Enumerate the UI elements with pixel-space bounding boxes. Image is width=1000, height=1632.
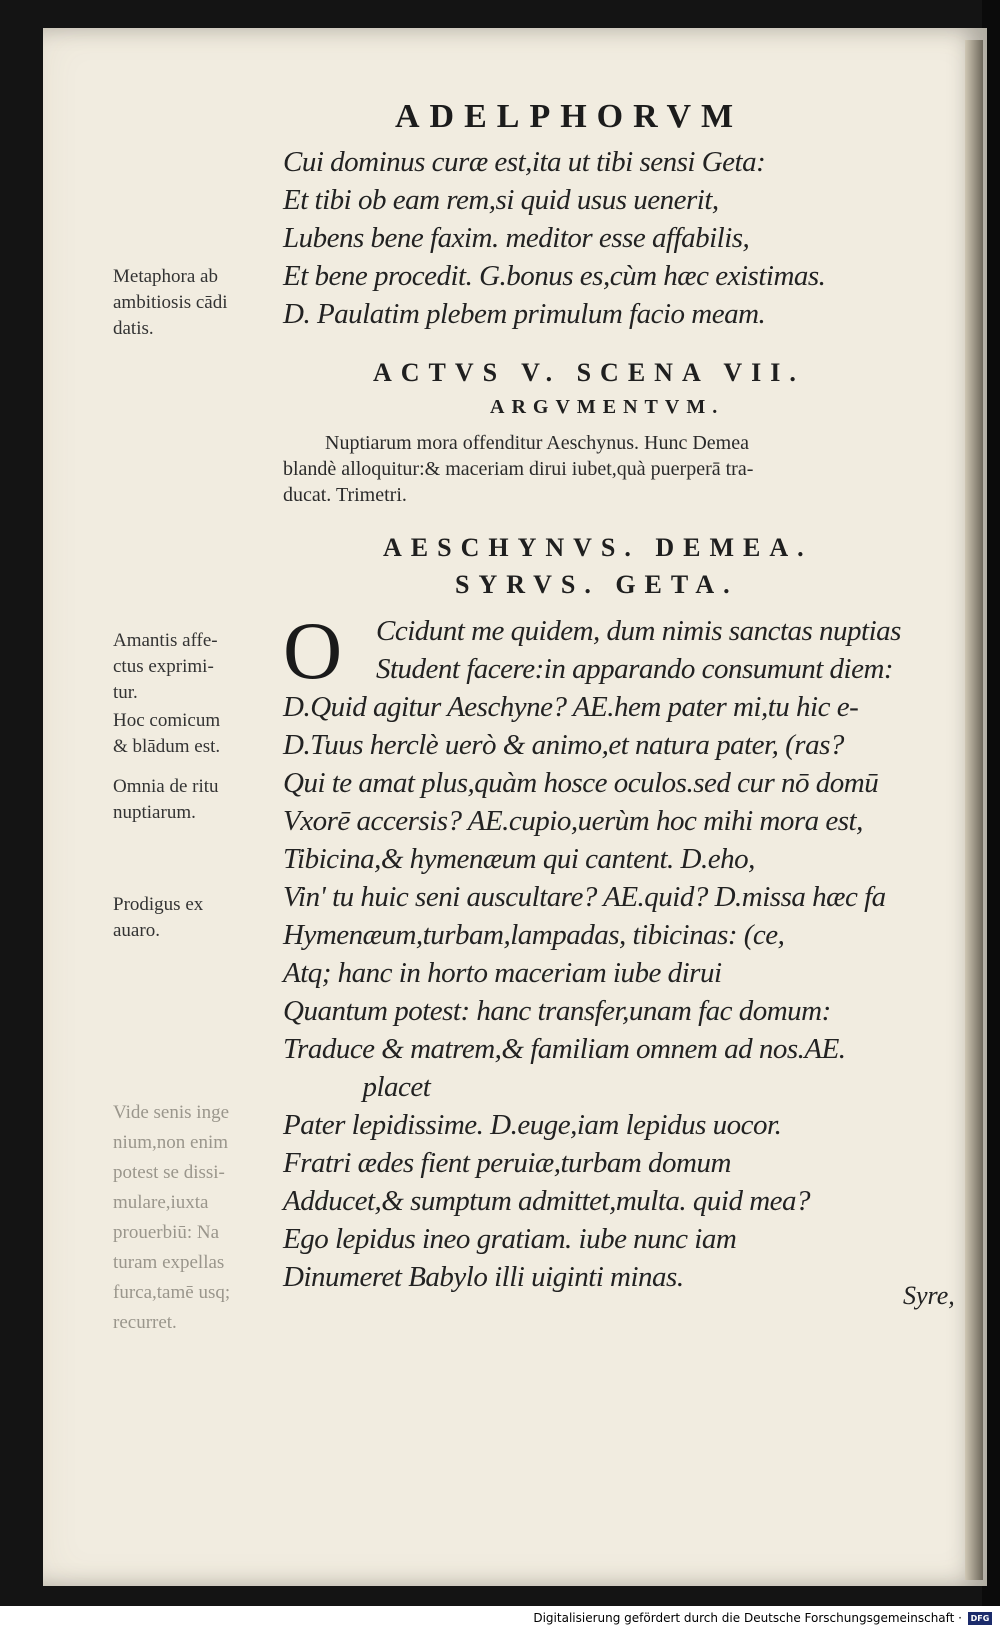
margin-note-line: Vide senis inge — [113, 1102, 230, 1123]
margin-note-line: prouerbiū: Na — [113, 1222, 220, 1243]
argumentum-line: Nuptiarum mora offenditur Aeschynus. Hunc Demea — [325, 432, 749, 454]
verse-line: D.Quid agitur Aeschyne? AE.hem pater mi,tu hic e- — [283, 691, 859, 723]
verse-line: Pater lepidissime. D.euge,iam lepidus uocor. — [283, 1109, 782, 1141]
digitization-footer — [0, 1606, 1000, 1632]
drop-capital: O — [283, 605, 343, 696]
argumentum-line: blandè alloquitur:& maceriam dirui iubet,quà puerperā tra- — [283, 458, 754, 480]
verse-line: Quantum potest: hanc transfer,unam fac domum: — [283, 995, 831, 1027]
margin-note-line: Hoc comicum — [113, 710, 221, 731]
running-head: ADELPHORVM — [395, 98, 744, 135]
margin-note-line: ambitiosis cādi — [113, 292, 228, 313]
characters-line-2: SYRVS. GETA. — [455, 570, 739, 599]
catchword: Syre, — [903, 1281, 955, 1310]
verse-line: Qui te amat plus,quàm hosce oculos.sed cur nō domū — [283, 767, 879, 799]
argumentum-line: ducat. Trimetri. — [283, 484, 407, 506]
verse-line: Et bene procedit. G.bonus es,cùm hæc existimas. — [283, 260, 826, 292]
margin-note-comicum — [113, 708, 283, 760]
margin-note-line: turam expellas — [113, 1252, 225, 1273]
verse-line: Vxorē accersis? AE.cupio,uerùm hoc mihi mora est, — [283, 805, 863, 837]
verse-line: Lubens bene faxim. meditor esse affabilis, — [283, 222, 750, 254]
verse-line: Et tibi ob eam rem,si quid usus uenerit, — [283, 184, 719, 216]
verse-line: Student facere:in apparando consumunt diem: — [376, 653, 894, 685]
verse-line: Hymenæum,turbam,lampadas, tibicinas: (ce, — [283, 919, 785, 951]
verse-line: Traduce & matrem,& familiam omnem ad nos.AE. — [283, 1033, 846, 1065]
margin-note-line: ctus exprimi- — [113, 656, 214, 677]
verse-line: D.Tuus herclè uerò & animo,et natura pater, (ras? — [283, 729, 844, 761]
page-edge — [965, 40, 983, 1580]
verse-line: Adducet,& sumptum admittet,multa. quid mea? — [283, 1185, 811, 1217]
margin-note-metaphora — [113, 264, 283, 342]
margin-note-line: Prodigus ex — [113, 894, 204, 915]
margin-note-line: nuptiarum. — [113, 802, 196, 823]
margin-note-line: nium,non enim — [113, 1132, 229, 1153]
margin-note-senis — [113, 1098, 283, 1338]
margin-note-line: & blādum est. — [113, 736, 221, 757]
footer-text: Digitalisierung gefördert durch die Deutsche Forschungsgemeinschaft · — [533, 1611, 962, 1625]
margin-note-prodigus — [113, 892, 283, 944]
verse-line: Cui dominus curæ est,ita ut tibi sensi Geta: — [283, 146, 766, 178]
margin-note-line: Omnia de ritu — [113, 776, 219, 797]
characters-line-1: AESCHYNVS. DEMEA. — [383, 533, 813, 562]
margin-note-line: mulare,iuxta — [113, 1192, 209, 1213]
margin-note-line: recurret. — [113, 1312, 177, 1333]
margin-note-line: furca,tamē usq; — [113, 1282, 231, 1303]
margin-note-line: tur. — [113, 682, 138, 703]
verse-line: Atq; hanc in horto maceriam iube dirui — [283, 957, 722, 989]
margin-note-line: Metaphora ab — [113, 266, 218, 287]
margin-note-line: Amantis affe- — [113, 630, 218, 651]
dfg-logo: DFG — [968, 1612, 992, 1625]
verse-line: Vin' tu huic seni auscultare? AE.quid? D.missa hæc fa — [283, 881, 886, 913]
verse-line: D. Paulatim plebem primulum facio meam. — [283, 298, 766, 330]
verse-line: Ego lepidus ineo gratiam. iube nunc iam — [283, 1223, 737, 1255]
margin-note-line: datis. — [113, 318, 154, 339]
argumentum-title: ARGVMENTVM. — [490, 396, 725, 418]
verse-line: Fratri ædes fient peruiæ,turbam domum — [283, 1147, 731, 1179]
verse-line: Ccidunt me quidem, dum nimis sanctas nuptias — [376, 615, 901, 647]
scene-heading: ACTVS V. SCENA VII. — [373, 358, 805, 387]
verse-line: Dinumeret Babylo illi uiginti minas. — [283, 1261, 684, 1293]
margin-note-ritu — [113, 774, 283, 826]
margin-note-line: auaro. — [113, 920, 160, 941]
verse-line: Tibicina,& hymenæum qui cantent. D.eho, — [283, 843, 755, 875]
margin-note-line: potest se dissi- — [113, 1162, 225, 1183]
margin-note-amantis — [113, 628, 283, 706]
verse-line: placet — [322, 1071, 431, 1103]
